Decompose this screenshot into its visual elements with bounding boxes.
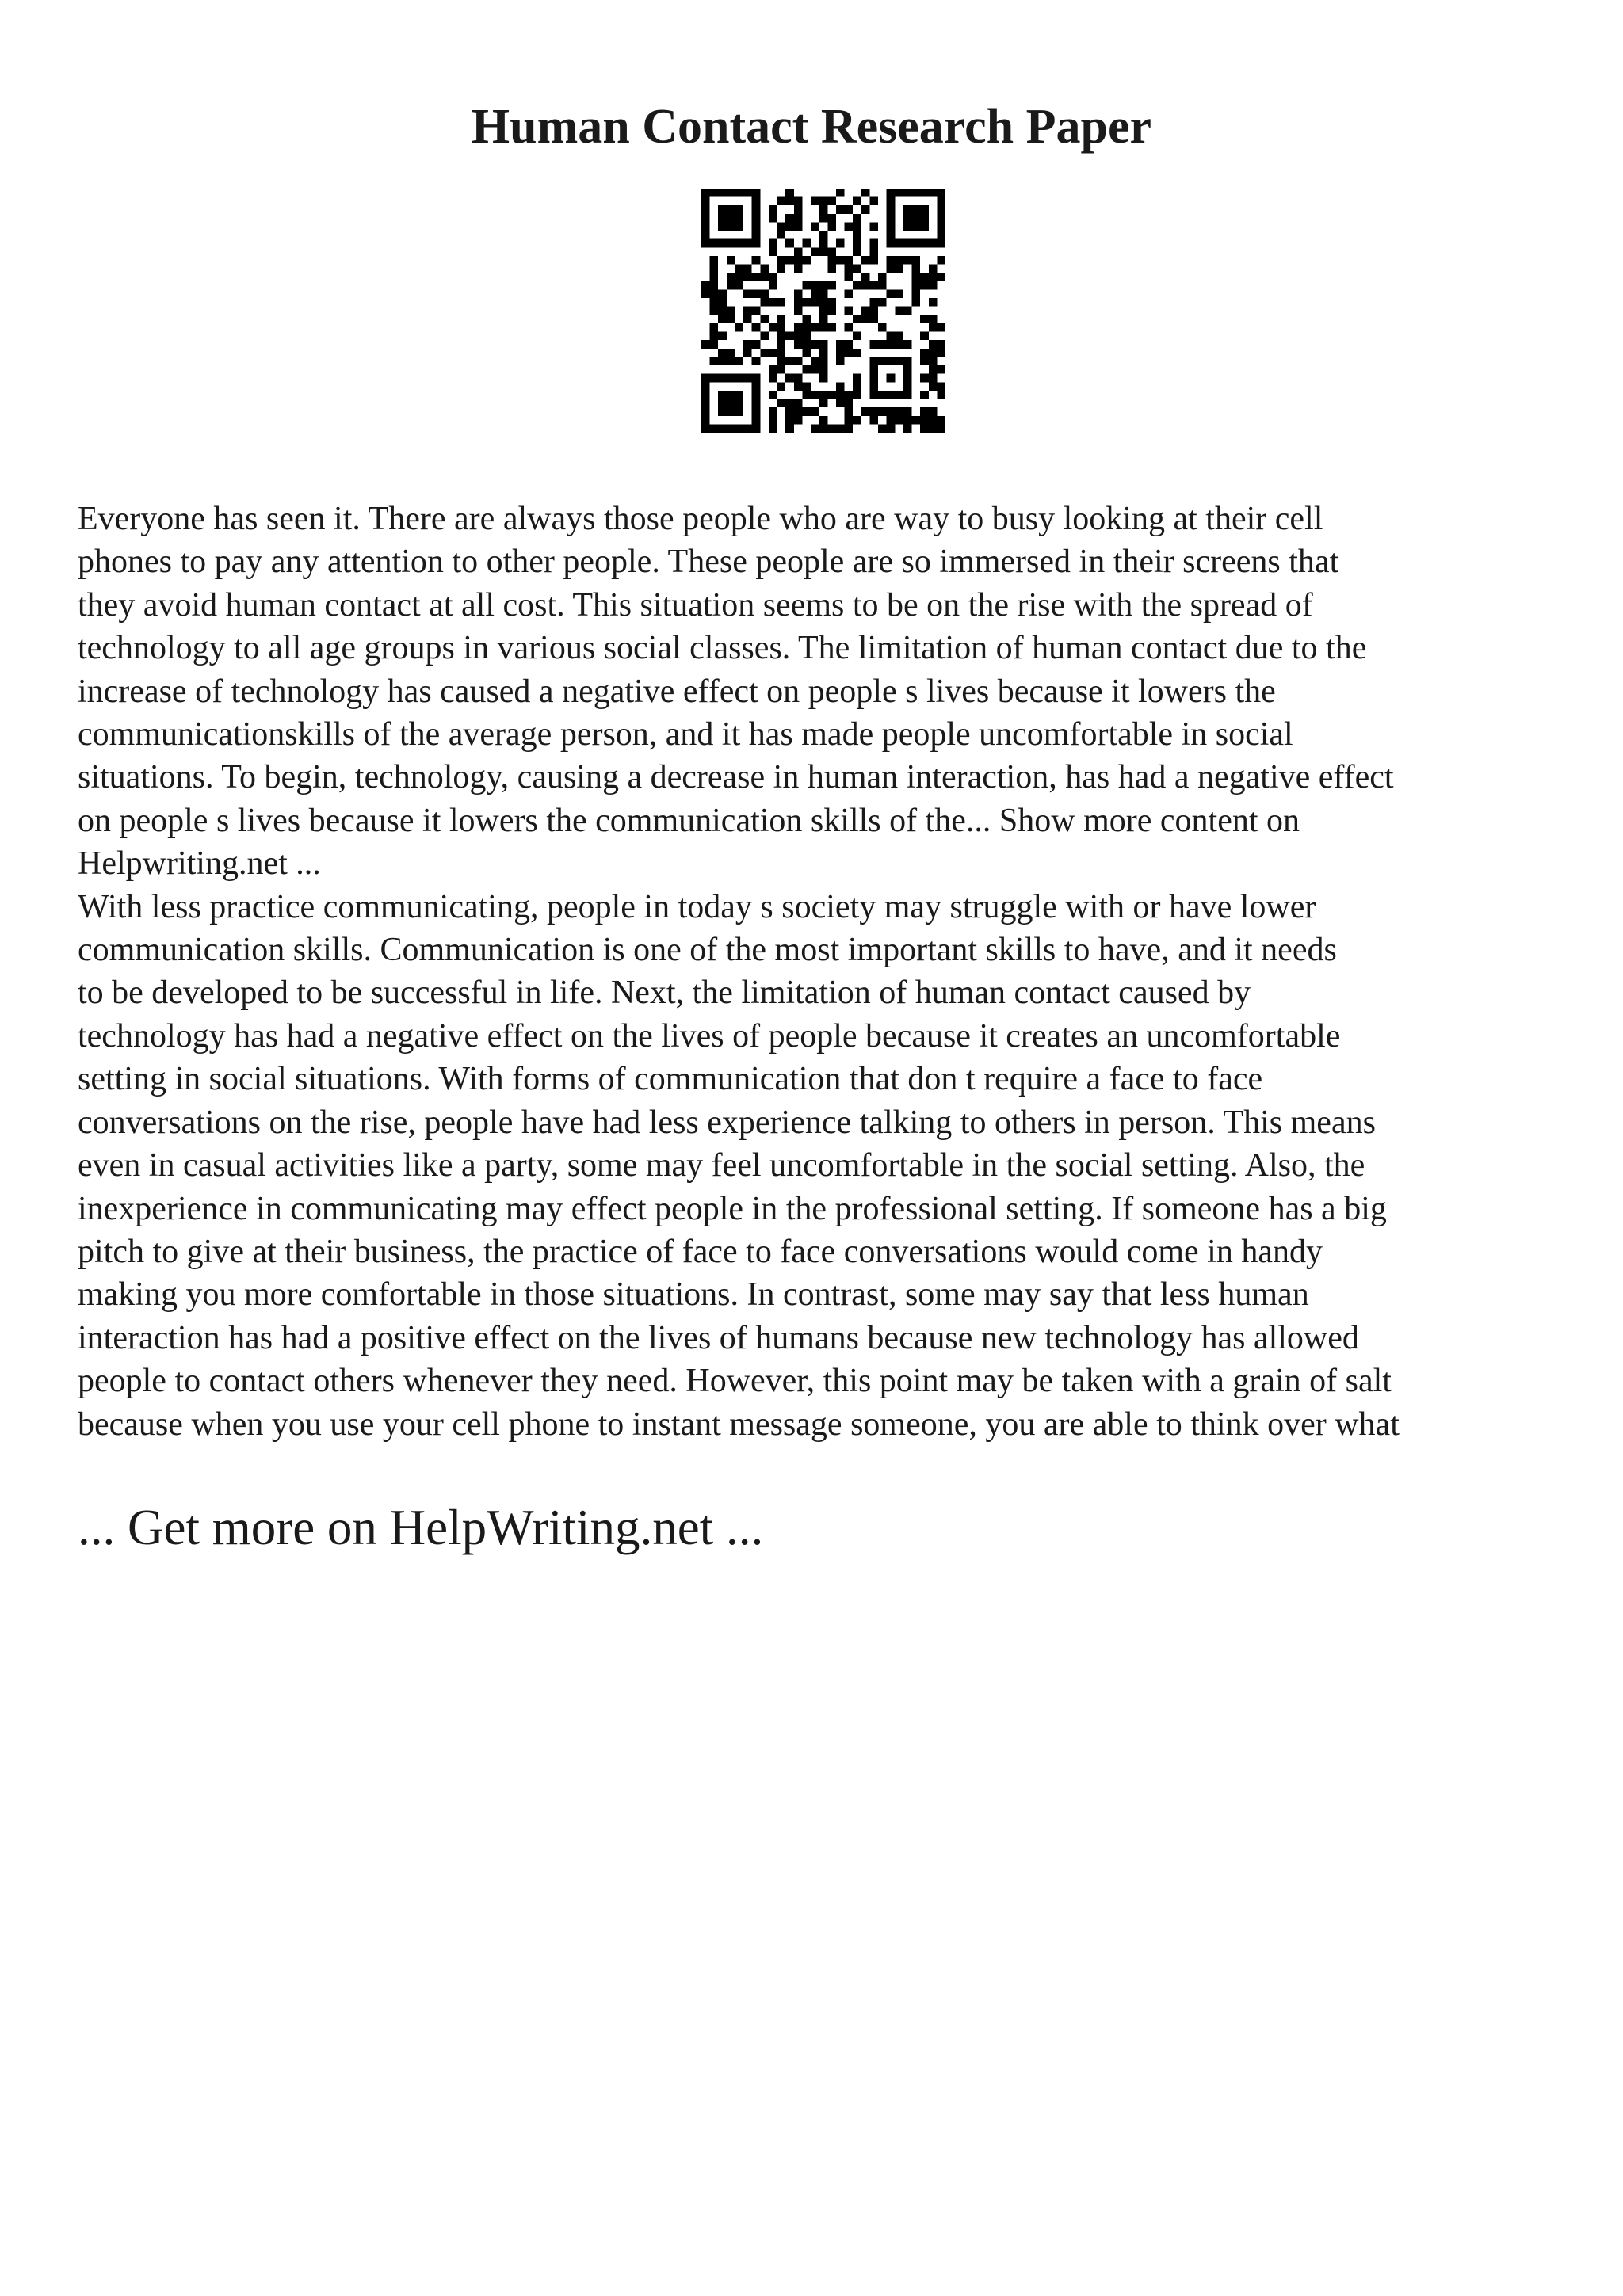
qr-code-icon[interactable] (701, 189, 945, 433)
text-line: With less practice communicating, people in today s society may struggle with or have lower (78, 888, 1316, 925)
text-line: technology to all age groups in various social classes. The limitation of human contact due to the (78, 630, 1367, 667)
text-line: because when you use your cell phone to instant message someone, you are able to think over what (78, 1405, 1400, 1443)
get-more-link[interactable]: ... Get more on HelpWriting.net ... (78, 1500, 764, 1555)
text-line: setting in social situations. With forms of communication that don t require a face to face (78, 1061, 1263, 1098)
paragraph-2 (78, 886, 1560, 1446)
text-line: people to contact others whenever they need. However, this point may be taken with a grain of salt (78, 1363, 1392, 1400)
text-line: on people s lives because it lowers the communication skills of the... Show more content on (78, 802, 1300, 839)
text-line: communicationskills of the average person, and it has made people uncomfortable in social (78, 716, 1293, 753)
text-line: making you more comfortable in those situations. In contrast, some may say that less human (78, 1276, 1309, 1314)
text-line: phones to pay any attention to other people. These people are so immersed in their screens that (78, 543, 1339, 581)
text-line: increase of technology has caused a negative effect on people s lives because it lowers the (78, 673, 1276, 710)
text-line: even in casual activities like a party, some may feel uncomfortable in the social setting. Also, the (78, 1147, 1365, 1184)
text-line: inexperience in communicating may effect people in the professional setting. If someone has a big (78, 1190, 1387, 1227)
page-title: Human Contact Research Paper (471, 100, 1152, 154)
text-line: communication skills. Communication is one of the most important skills to have, and it needs (78, 932, 1337, 969)
text-line: technology has had a negative effect on the lives of people because it creates an uncomfortable (78, 1017, 1341, 1055)
paragraph-1 (78, 498, 1560, 886)
text-line: they avoid human contact at all cost. This situation seems to be on the rise with the spread of (78, 586, 1313, 624)
qr-code-graphic (701, 189, 945, 433)
article-body (78, 498, 1560, 1446)
text-line: to be developed to be successful in life. Next, the limitation of human contact caused by (78, 974, 1251, 1012)
text-line: conversations on the rise, people have had less experience talking to others in person. This means (78, 1104, 1376, 1141)
text-line: interaction has had a positive effect on the lives of humans because new technology has allowed (78, 1319, 1359, 1356)
text-line: situations. To begin, technology, causing a decrease in human interaction, has had a negative effect (78, 759, 1394, 796)
text-line: Helpwriting.net ... (78, 845, 321, 883)
text-line: pitch to give at their business, the practice of face to face conversations would come in handy (78, 1233, 1323, 1270)
text-line: Everyone has seen it. There are always those people who are way to busy looking at their cell (78, 501, 1323, 537)
